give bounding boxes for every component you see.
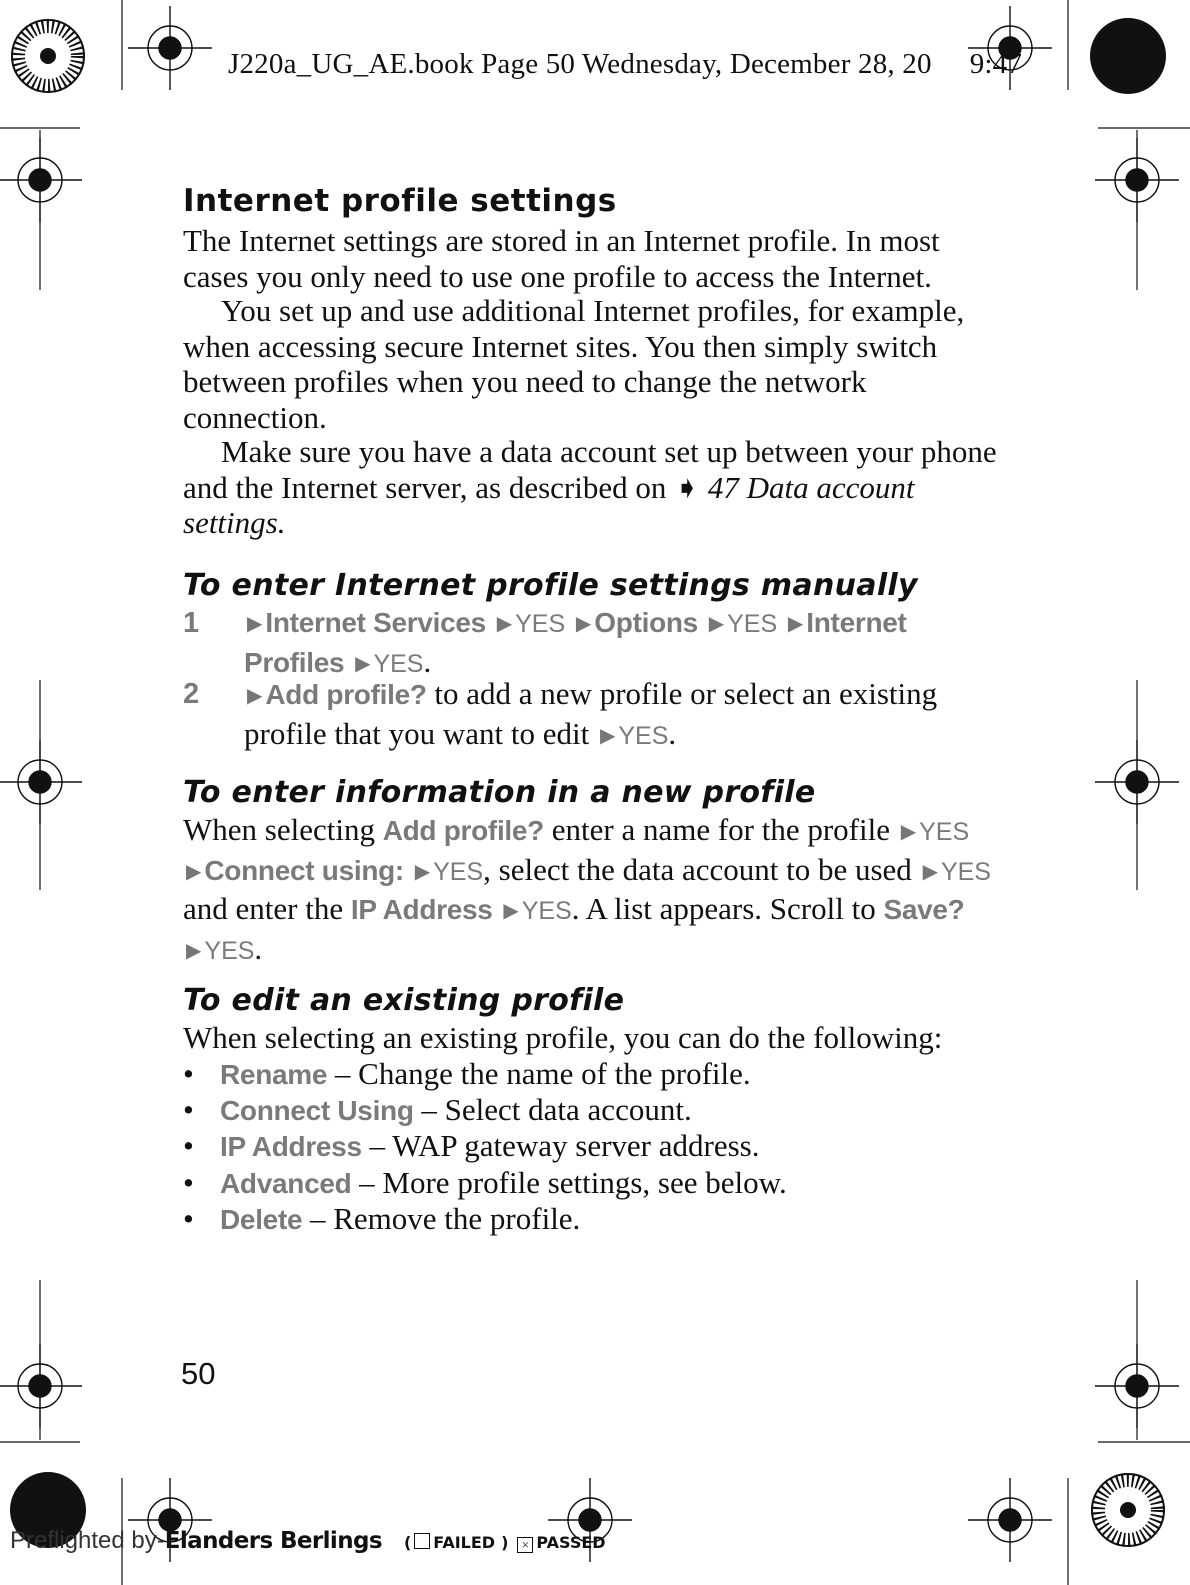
arrow-icon: ▶ xyxy=(247,683,263,707)
section-title: Internet profile settings xyxy=(183,183,617,219)
new-profile-paragraph: When selecting Add profile? enter a name for the profile ▶ YES ▶ Connect using: ▶ YES, select the data account to be used ▶ YES and enter the IP Address ▶ YES. A list appears. Scroll to Save? ▶ YES. xyxy=(183,812,991,966)
list-item xyxy=(183,1201,1003,1237)
key-yes: YES xyxy=(521,897,572,925)
preflight-footer: Preflighted by-Elanders Berlings ( FAILED ) × PASSED xyxy=(10,1527,606,1554)
key-yes: YES xyxy=(618,721,669,750)
step-2-number: 2 xyxy=(183,678,200,710)
list-item xyxy=(183,1165,1003,1201)
step-1-number: 1 xyxy=(183,607,200,639)
key-yes: YES xyxy=(433,857,484,886)
edit-options-list xyxy=(183,1056,1003,1237)
arrow-icon: ▶ xyxy=(186,937,202,962)
key-yes: YES xyxy=(919,818,970,846)
edit-profile-heading: To edit an existing profile xyxy=(183,983,625,1018)
menu-add-profile: Add profile? xyxy=(265,679,427,710)
bullet-icon: • xyxy=(183,1056,194,1091)
arrow-icon: ▶ xyxy=(414,858,431,883)
menu-save: Save? xyxy=(883,894,965,925)
bullet-icon: • xyxy=(183,1200,194,1236)
failed-label: FAILED xyxy=(433,1533,496,1552)
option-desc: – WAP gateway server address. xyxy=(369,1128,760,1164)
manual-settings-heading: To enter Internet profile settings manually xyxy=(183,568,918,603)
arrow-icon: ▶ xyxy=(708,611,725,635)
option-desc: – More profile settings, see below. xyxy=(359,1164,787,1200)
key-yes: YES xyxy=(940,857,991,886)
option-term: Rename xyxy=(220,1059,328,1090)
option-term: Delete xyxy=(220,1203,303,1235)
key-yes: YES xyxy=(727,610,778,638)
new-profile-heading: To enter information in a new profile xyxy=(183,775,816,810)
arrow-icon: ▶ xyxy=(355,650,371,675)
print-slug-header xyxy=(228,48,1022,81)
key-yes: YES xyxy=(373,649,424,678)
arrow-icon: ▶ xyxy=(247,611,263,635)
option-desc: – Change the name of the profile. xyxy=(334,1056,751,1091)
option-term: IP Address xyxy=(220,1131,362,1163)
arrow-icon: ▶ xyxy=(575,611,592,635)
edit-profile-intro: When selecting an existing profile, you can do the following: xyxy=(183,1020,943,1055)
bullet-icon: • xyxy=(183,1128,194,1164)
profiles-paragraph: You set up and use additional Internet profiles, for example, when accessing secure Internet sites. You then simply switch between profiles when you need to change the network connection. xyxy=(183,293,965,435)
option-desc: – Remove the profile. xyxy=(310,1200,581,1236)
passed-label: PASSED xyxy=(536,1533,606,1552)
brand-logo: Elanders Berlings xyxy=(164,1528,382,1554)
menu-connect-using: Connect using: xyxy=(204,854,404,886)
arrow-icon: ▶ xyxy=(503,898,519,922)
key-yes: YES xyxy=(204,936,255,965)
menu-options: Options xyxy=(594,607,698,638)
cross-reference-arrow-icon: ➧ xyxy=(674,469,701,505)
bullet-icon: • xyxy=(183,1092,194,1128)
menu-ip-address: IP Address xyxy=(350,894,493,925)
menu-add-profile: Add profile? xyxy=(382,815,544,846)
option-desc: – Select data account. xyxy=(421,1092,692,1128)
menu-internet-services: Internet Services xyxy=(265,607,486,638)
menu-internet-profiles: Internet Profiles xyxy=(244,607,907,678)
arrow-icon: ▶ xyxy=(787,611,804,635)
page-number: 50 xyxy=(181,1356,216,1391)
key-yes: YES xyxy=(515,610,566,638)
arrow-icon: ▶ xyxy=(599,722,616,747)
arrow-icon: ▶ xyxy=(900,819,917,843)
failed-checkbox-icon xyxy=(414,1533,430,1549)
print-slug-text: J220a_UG_AE.book Page 50 Wednesday, December 28, 20 xyxy=(228,48,932,80)
preflight-label: Preflighted by xyxy=(10,1527,157,1554)
list-item xyxy=(183,1092,1003,1128)
list-item xyxy=(183,1128,1003,1164)
arrow-icon: ▶ xyxy=(186,858,202,883)
list-item xyxy=(183,1056,1003,1092)
cross-reference-link[interactable]: 47 Data account settings. xyxy=(183,469,915,540)
option-term: Advanced xyxy=(220,1167,352,1199)
data-account-paragraph: Make sure you have a data account set up between your phone and the Internet server, as described on ➧ 47 Data account settings. xyxy=(183,434,997,540)
passed-checkbox-icon: × xyxy=(517,1537,533,1553)
option-term: Connect Using xyxy=(220,1095,414,1127)
arrow-icon: ▶ xyxy=(922,858,938,883)
arrow-icon: ▶ xyxy=(496,611,513,635)
print-slug-time: 9:47 xyxy=(969,48,1023,80)
step-1-text: ▶ Internet Services ▶ YES ▶ Options ▶ YES ▶ Internet Profiles ▶ YES. xyxy=(244,607,907,679)
step-2-text: ▶ Add profile? to add a new profile or select an existing profile that you want to edit ▶ YES. xyxy=(244,676,938,751)
intro-paragraph: The Internet settings are stored in an Internet profile. In most cases you only need to use one profile to access the Internet. xyxy=(183,223,940,294)
bullet-icon: • xyxy=(183,1164,194,1200)
